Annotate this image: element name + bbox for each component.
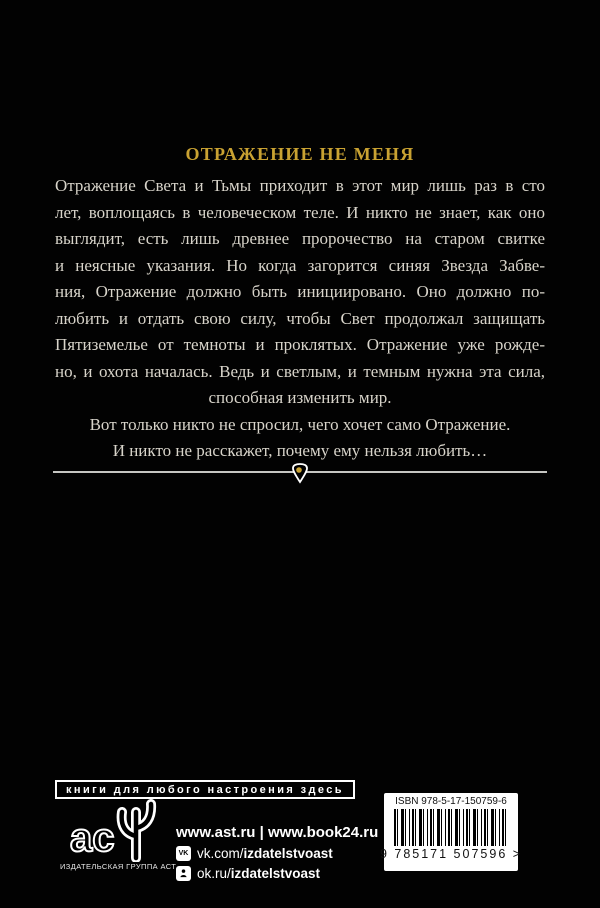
vk-icon: VK (176, 846, 191, 861)
synopsis-line: Отражение Света и Тьмы приходит в этот мир лишь раз в сто (55, 176, 545, 195)
barcode-digits: 9 785171 507596 > (379, 847, 523, 861)
publisher-links (176, 824, 378, 881)
vk-link-row (176, 846, 378, 861)
vk-link-text: vk.com/izdatelstvoast (197, 846, 333, 861)
synopsis-line: выглядит, есть лишь древнее пророчество на старом свитке (55, 229, 545, 248)
synopsis-line: способная изменить мир. (208, 388, 392, 407)
ast-publisher-logo-icon (68, 798, 168, 862)
synopsis-line: лет, воплощаясь в человеческом теле. И никто не знает, как оно (55, 202, 545, 222)
ok-icon (176, 866, 191, 881)
barcode-block (379, 793, 523, 871)
synopsis-line: и неясные указания. Но когда загорится синяя Звезда Забве- (55, 255, 545, 275)
synopsis-line: Вот только никто не спросил, чего хочет само Отражение. (89, 414, 511, 434)
ast-logo-figure (122, 804, 151, 858)
publisher-slogan-text: книги для любого настроения здесь (66, 783, 344, 796)
synopsis-line: Пятиземелье от темноты и проклятых. Отражение уже рожде- (55, 335, 545, 354)
ok-link-row (176, 866, 378, 881)
publisher-slogan-box (55, 780, 355, 799)
ok-link-text: ok.ru/izdatelstvoast (197, 866, 321, 881)
publisher-caption: ИЗДАТЕЛЬСКАЯ ГРУППА АСТ (60, 862, 177, 871)
synopsis-line: но, и охота началась. Ведь и светлым, и темным нужна эта сила, (55, 361, 545, 381)
barcode-bars (394, 809, 508, 846)
isbn-number: ISBN 978-5-17-150759-6 (395, 796, 507, 807)
synopsis-line: ния, Отражение должно быть инициировано. Оно должно по- (55, 282, 545, 301)
synopsis-line: любить и отдать свою силу, чтобы Свет продолжал защищать (55, 308, 545, 328)
synopsis-block (55, 173, 545, 465)
page-title: ОТРАЖЕНИЕ НЕ МЕНЯ (185, 144, 415, 164)
publisher-websites: www.ast.ru | www.book24.ru (176, 824, 379, 841)
divider-ornament-icon (289, 462, 311, 484)
synopsis-line: И никто не расскажет, почему ему нельзя любить… (112, 441, 488, 460)
ast-logo-letters: ас (70, 816, 115, 860)
